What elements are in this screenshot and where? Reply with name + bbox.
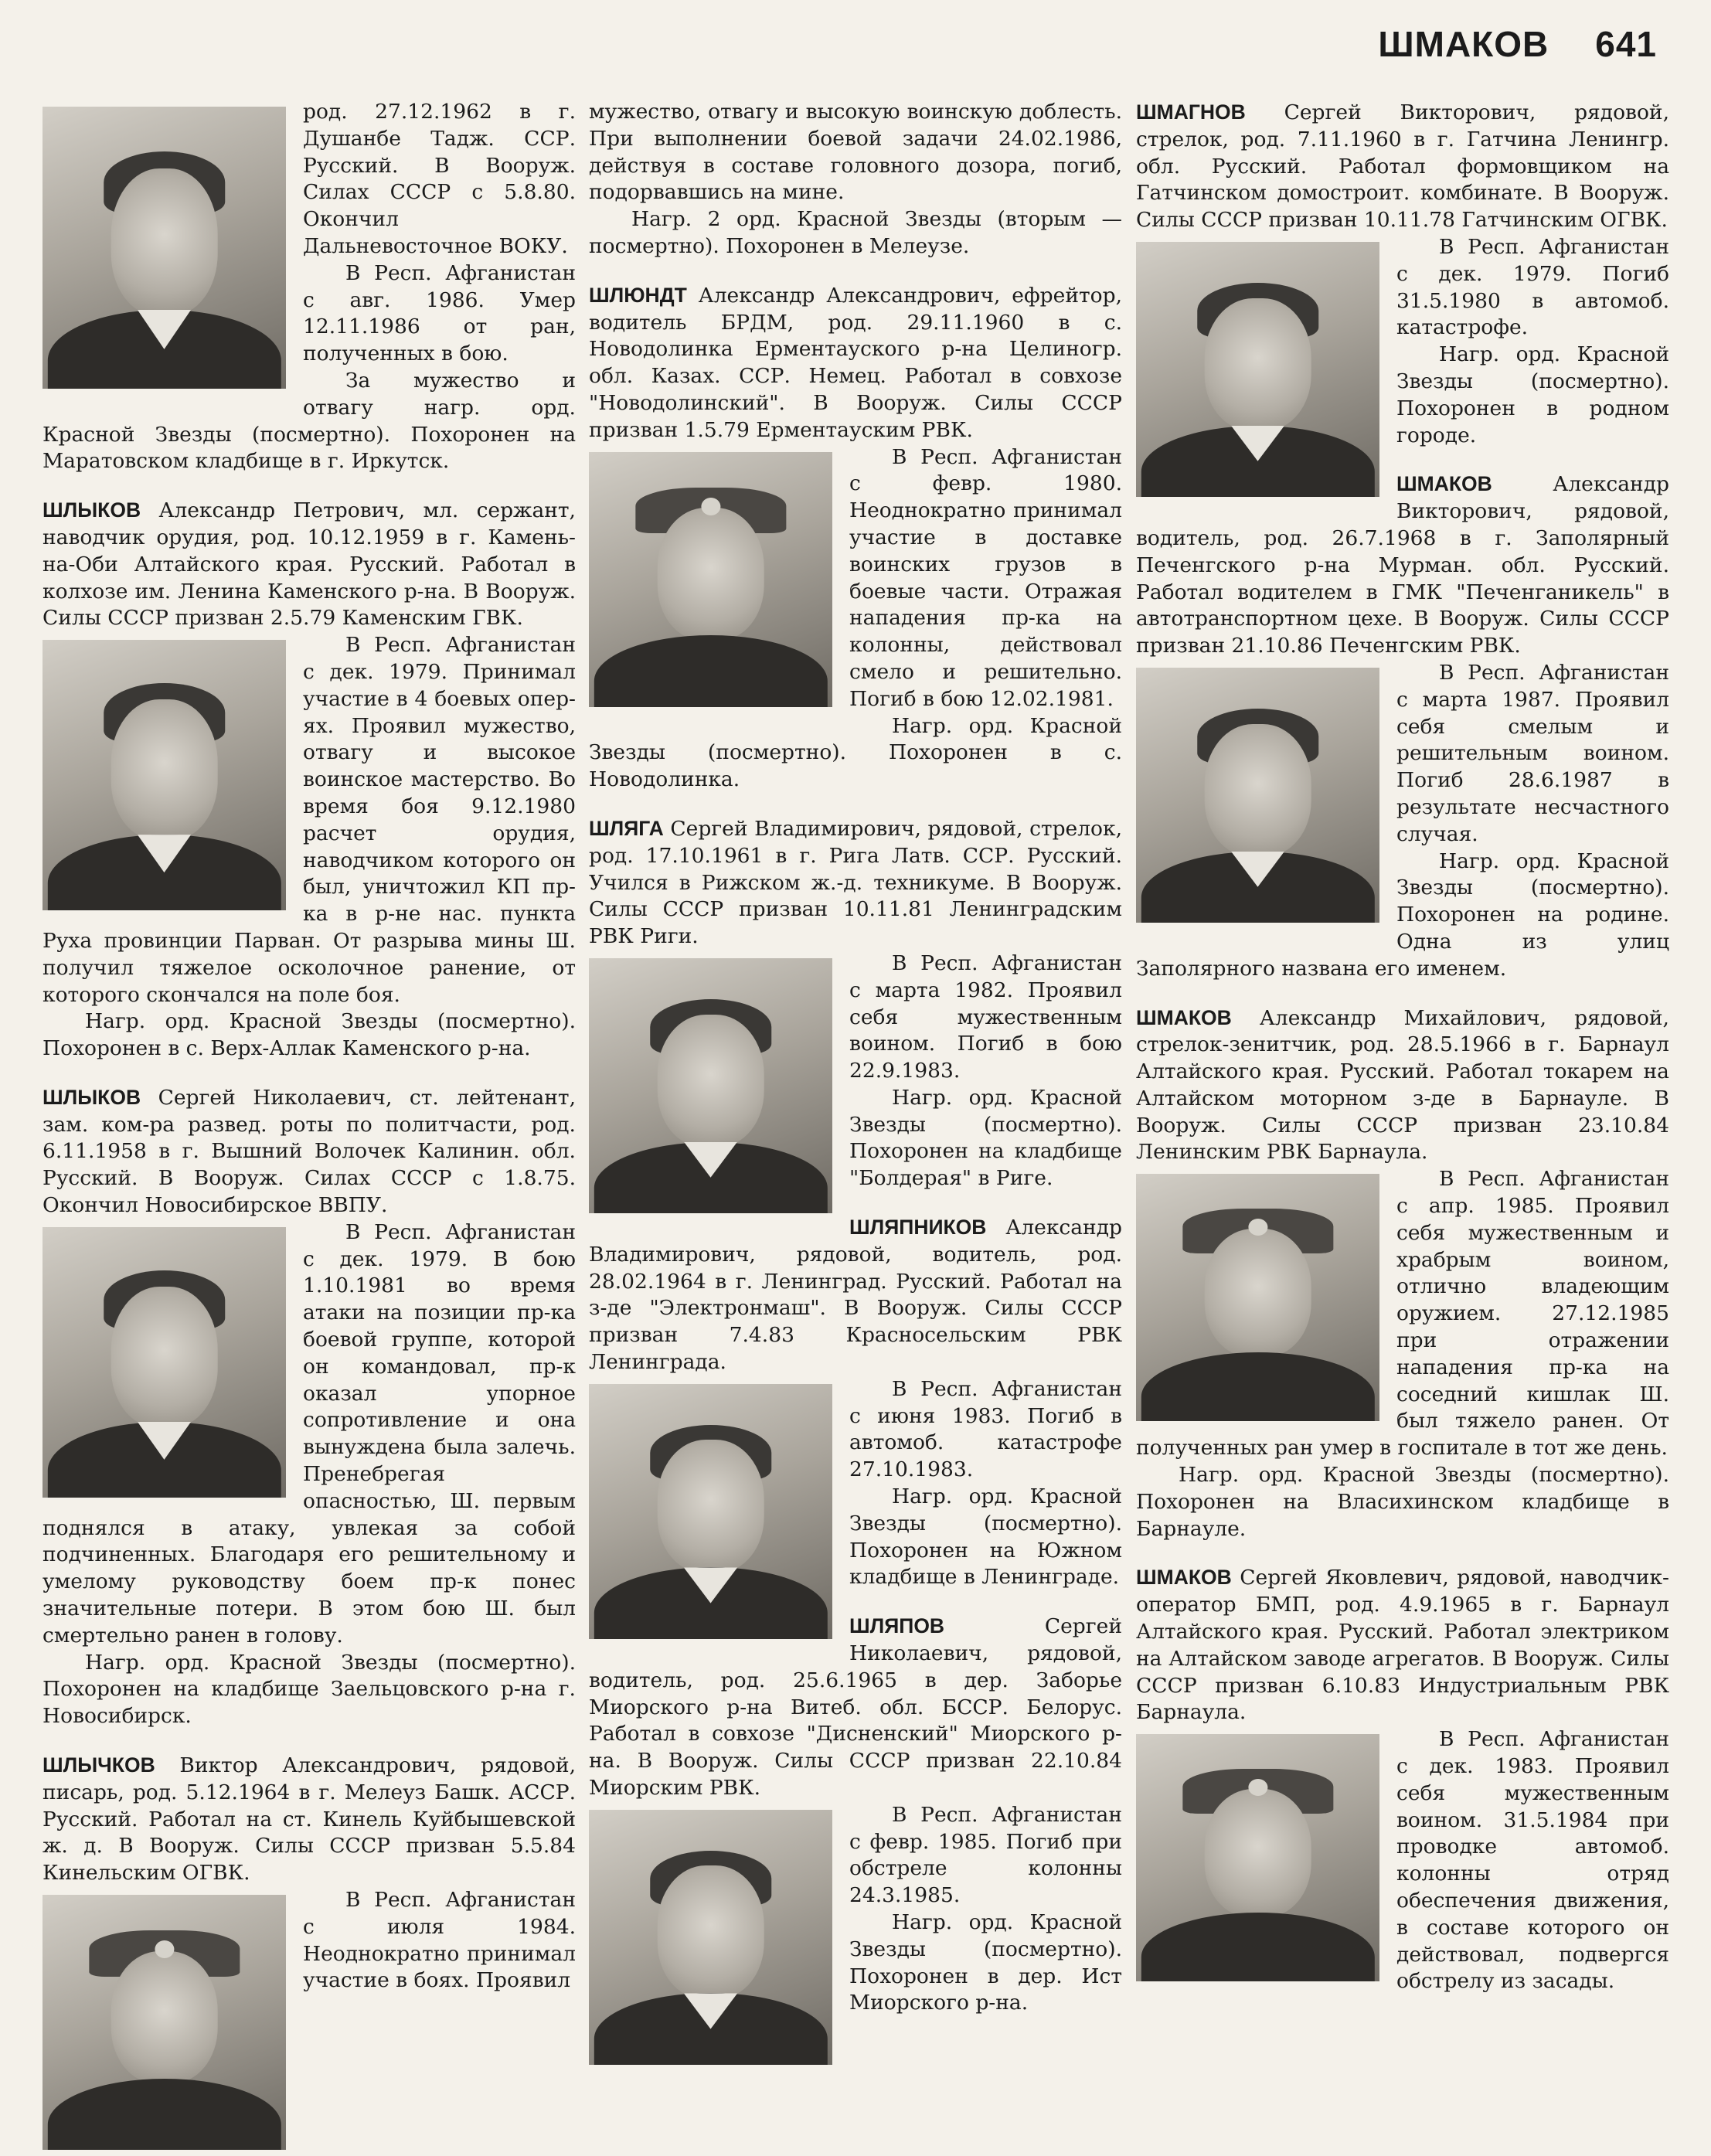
entry-text xyxy=(43,1752,576,1887)
entry-body: Александр Михайлович, рядовой, стрелок-зенитчик, род. 28.5.1966 в г. Барнаул Алтайского края. Русский. Работал токарем на Алтайском моторном з-де в Барнауле. В Вооруж. Силы СССР призван 23.10.84 Ленинским РВК Барнаула. xyxy=(1136,1005,1669,1165)
entry-shlychkov xyxy=(43,1752,576,1994)
entry-text xyxy=(589,815,1122,950)
portrait-photo xyxy=(43,1895,286,2150)
entry-shlyundt xyxy=(589,282,1122,794)
entry-text: Нагр. орд. Красной Звезды (посмертно). Похоронен на кладбище Заельцовского р-на г. Новосибирск. xyxy=(43,1650,576,1729)
entry-body: Сергей Николаевич, ст. лейтенант, зам. ком-ра развед. роты по политчасти, род. 6.11.1958 в г. Вышний Волочек Калинин. обл. Русский. В Вооруж. Силах СССР с 1.8.75. Окончил Новосибирское ВВПУ. xyxy=(43,1085,576,1218)
page-number: 641 xyxy=(1595,24,1657,64)
entry-text: В Респ. Афганистан с марта 1987. Проявил себя смелым и решительным воином. Погиб 28.6.1987 в результате несчастного случая. xyxy=(1396,660,1669,846)
portrait-photo xyxy=(43,640,286,910)
portrait-photo xyxy=(43,107,286,389)
entry-surname: ШЛЮНДТ xyxy=(589,283,687,307)
entry-text: В Респ. Афганистан с дек. 1979. В бою 1.10.1981 во время атаки на позиции пр-ка боевой группе, которой он командовал, пр-к оказал упорное сопротивление и она вынуждена была залечь. Пренебрегая опасностью, Ш. первым поднялся в атаку, увлекая за собой подчиненных. Благодаря его решительному и умелому руководству боем пр-к понес значительные потери. В этом бою Ш. был смертельно ранен в голову. xyxy=(43,1219,576,1648)
entry-shmagnov xyxy=(1136,99,1669,449)
entry-text: Нагр. орд. Красной Звезды (посмертно). Похоронен на родине. Одна из улиц Заполярного названа его именем. xyxy=(1136,848,1669,981)
entry-text: Нагр. орд. Красной Звезды (посмертно). Похоронен на Южном кладбище в Ленинграде. xyxy=(849,1484,1122,1590)
entry-body: Виктор Александрович, рядовой, писарь, род. 5.12.1964 в г. Мелеуз Башк. АССР. Русский. Работал на ст. Кинель Куйбышевской ж. д. В Вооруж. Силы СССР призван 5.5.84 Кинельским ОГВК. xyxy=(43,1753,576,1886)
entry-text: Нагр. орд. Красной Звезды (посмертно). Похоронен в с. Новодолинка. xyxy=(589,713,1122,792)
entry-text xyxy=(43,497,576,632)
entry-text xyxy=(589,1214,1122,1376)
column-1 xyxy=(43,99,576,2156)
portrait-photo xyxy=(1136,1174,1379,1421)
entry-text: Нагр. орд. Красной Звезды (посмертно). Похоронен на Власихинском кладбище в Барнауле. xyxy=(1136,1463,1669,1541)
portrait-photo xyxy=(1136,668,1379,923)
entry-shlykov-a xyxy=(43,497,576,1063)
entry-shlyaga xyxy=(589,815,1122,1192)
entry-shmakov-av xyxy=(1136,471,1669,982)
entry-body: Александр Викторович, рядовой, водитель, род. 26.7.1968 в г. Заполярный Печенгского р-на Мурман. обл. Русский. Работал водителем в ГМК "Печенганикель" в автотранспортном цехе. В Вооруж. Силы СССР призван 21.10.86 Печенгским РВК. xyxy=(1136,472,1669,658)
portrait-photo xyxy=(589,1810,832,2065)
entry-shmakov-sya xyxy=(1136,1564,1669,1995)
entry-text: Нагр. орд. Красной Звезды (посмертно). Похоронен на кладбище "Болдерая" в Риге. xyxy=(849,1085,1122,1191)
entry-surname: ШМАГНОВ xyxy=(1136,100,1246,124)
entry-surname: ШЛЫКОВ xyxy=(43,498,141,522)
entry-text: В Респ. Афганистан с февр. 1980. Неоднократно принимал участие в доставке воинских грузов в боевые части. Отражая нападения пр-ка на колонны, действовал смело и решительно. Погиб в бою 12.02.1981. xyxy=(849,444,1122,711)
entry-shmakov-am xyxy=(1136,1005,1669,1543)
portrait-photo xyxy=(589,958,832,1213)
entry-text: Нагр. орд. Красной Звезды (посмертно). Похоронен в дер. Ист Миорского р-на. xyxy=(849,1910,1122,2015)
entry-body: Александр Владимирович, рядовой, водитель, род. 28.02.1964 в г. Ленинград. Русский. Работал на з-де "Электронмаш". В Вооруж. Силы СССР призван 7.4.83 Красносельским РВК Ленинграда. xyxy=(589,1216,1122,1375)
entry-text: В Респ. Афганистан с дек. 1979. Принимал участие в 4 боевых опер-ях. Проявил мужество, отвагу и высокое воинское мастерство. Во время боя 9.12.1980 расчет орудия, наводчиком которого он был, уничтожил КП пр-ка в р-не нас. пункта Руха провинции Парван. От разрыва мины Ш. получил тяжелое осколочное ранение, от которого скончался на поле боя. xyxy=(43,633,576,1007)
entry-text: В Респ. Афганистан с дек. 1979. Погиб 31.5.1980 в автомоб. катастрофе. xyxy=(1396,234,1669,340)
entry-text: В Респ. Афганистан с июля 1984. Неоднократно принимал участие в боях. Проявил xyxy=(303,1888,576,1993)
entry-surname: ШЛЫЧКОВ xyxy=(43,1753,155,1777)
entry-surname: ШМАКОВ xyxy=(1136,1566,1232,1590)
running-head: ШМАКОВ xyxy=(1378,24,1549,64)
entry-text: мужество, отвагу и высокую воинскую доблесть. При выполнении боевой задачи 24.02.1986, действуя в составе головного дозора, погиб, подорвавшись на мине. xyxy=(589,100,1122,205)
entry-text xyxy=(1136,471,1669,660)
entry-body: Сергей Викторович, рядовой, стрелок, род. 7.11.1960 в г. Гатчина Ленингр. обл. Русский. Работал формовщиком на Гатчинском домостроит. комбинате. В Вооруж. Силы СССР призван 10.11.78 Гатчинским ОГВК. xyxy=(1136,100,1669,233)
entry-text: В Респ. Афганистан с июня 1983. Погиб в автомоб. катастрофе 27.10.1983. xyxy=(849,1376,1122,1482)
entry-text: В Респ. Афганистан с дек. 1983. Проявил себя мужественным воином. 31.5.1984 при проводке автомоб. колонны отряд обеспечения движения, в составе которого он действовал, подвергся обстрелу из засады. xyxy=(1396,1727,1669,1994)
entry-surname: ШМАКОВ xyxy=(1136,1005,1232,1029)
entry-text: В Респ. Афганистан с марта 1982. Проявил себя мужественным воином. Погиб в бою 22.9.1983. xyxy=(849,950,1122,1083)
entry-text xyxy=(589,1613,1122,1802)
portrait-photo xyxy=(1136,242,1379,497)
entry-surname: ШМАКОВ xyxy=(1396,472,1492,496)
entry-text: В Респ. Афганистан с авг. 1986. Умер 12.11.1986 от ран, полученных в бою. xyxy=(303,260,576,366)
entry-body: Сергей Яковлевич, рядовой, наводчик-оператор БМП, род. 4.9.1965 в г. Барнаул Алтайского края. Русский. Работал электриком на Алтайском заводе агрегатов. В Вооруж. Силы СССР призван 6.10.83 Индустриальным РВК Барнаула. xyxy=(1136,1566,1669,1725)
entry-body: Сергей Владимирович, рядовой, стрелок, род. 17.10.1961 в г. Рига Латв. ССР. Русский. Учился в Рижском ж.-д. техникуме. В Вооруж. Силы СССР призван 10.11.81 Ленинградским РВК Риги. xyxy=(589,816,1122,949)
entry-surname: ШЛЫКОВ xyxy=(43,1085,141,1109)
entry-text xyxy=(1136,99,1669,234)
entry-text: Нагр. орд. Красной Звезды (посмертно). Похоронен в с. Верх-Аллак Каменского р-на. xyxy=(43,1009,576,1061)
entry-continued xyxy=(589,99,1122,260)
portrait-photo xyxy=(43,1227,286,1498)
entry-text: Нагр. 2 орд. Красной Звезды (вторым — посмертно). Похоронен в Мелеузе. xyxy=(589,207,1122,258)
entry-text xyxy=(43,1084,576,1219)
entry-shlyapnikov xyxy=(589,1214,1122,1591)
entry-body: Александр Александрович, ефрейтор, водитель БРДМ, род. 29.11.1960 в с. Новодолинка Ерментауского р-на Целиногр. обл. Казах. ССР. Немец. Работал в совхозе "Новодолинский". В Вооруж. Силы СССР призван 1.5.79 Ерментауским РВК. xyxy=(589,283,1122,442)
entry-shlykov-s xyxy=(43,1084,576,1730)
entry-text: В Респ. Афганистан с апр. 1985. Проявил себя мужественным и храбрым воином, отлично владеющим оружием. 27.12.1985 при отражении нападения пр-ка на соседний кишлак Ш. был тяжело ранен. От полученных ран умер в госпитале в тот же день. xyxy=(1136,1167,1669,1461)
entry-continued xyxy=(43,99,576,475)
entry-text xyxy=(589,282,1122,444)
entry-body: Александр Петрович, мл. сержант, наводчик орудия, род. 10.12.1959 в г. Камень-на-Оби Алтайского края. Русский. Работал в колхозе им. Ленина Каменского р-на. В Вооруж. Силы СССР призван 2.5.79 Каменским ГВК. xyxy=(43,498,576,631)
portrait-photo xyxy=(589,452,832,707)
page-header xyxy=(1378,23,1657,65)
entry-text: род. 27.12.1962 в г. Душанбе Тадж. ССР. Русский. В Вооруж. Силах СССР с 5.8.80. Окончил Дальневосточное ВОКУ. xyxy=(303,100,576,258)
entry-surname: ШЛЯГА xyxy=(589,816,664,840)
entry-text: Нагр. орд. Красной Звезды (посмертно). Похоронен в родном городе. xyxy=(1396,342,1669,447)
entry-text: За мужество и отвагу нагр. орд. Красной Звезды (посмертно). Похоронен на Маратовском кладбище в г. Иркутск. xyxy=(43,368,576,474)
column-3 xyxy=(1136,99,1669,2017)
portrait-photo xyxy=(1136,1734,1379,1981)
entry-shlyapov xyxy=(589,1613,1122,2017)
entry-surname: ШЛЯПОВ xyxy=(849,1614,945,1638)
column-2 xyxy=(589,99,1122,2071)
entry-body: Сергей Николаевич, рядовой, водитель, род. 25.6.1965 в дер. Заборье Миорского р-на Витеб. обл. БССР. Белорус. Работал в совхозе "Дисненский" Миорского р-на. В Вооруж. Силы СССР призван 22.10.84 Миорским РВК. xyxy=(589,1614,1122,1801)
entry-text: В Респ. Афганистан с февр. 1985. Погиб при обстреле колонны 24.3.1985. xyxy=(849,1802,1122,1908)
entry-text xyxy=(1136,1564,1669,1726)
entry-surname: ШЛЯПНИКОВ xyxy=(849,1216,987,1240)
entry-text xyxy=(1136,1005,1669,1167)
portrait-photo xyxy=(589,1384,832,1639)
